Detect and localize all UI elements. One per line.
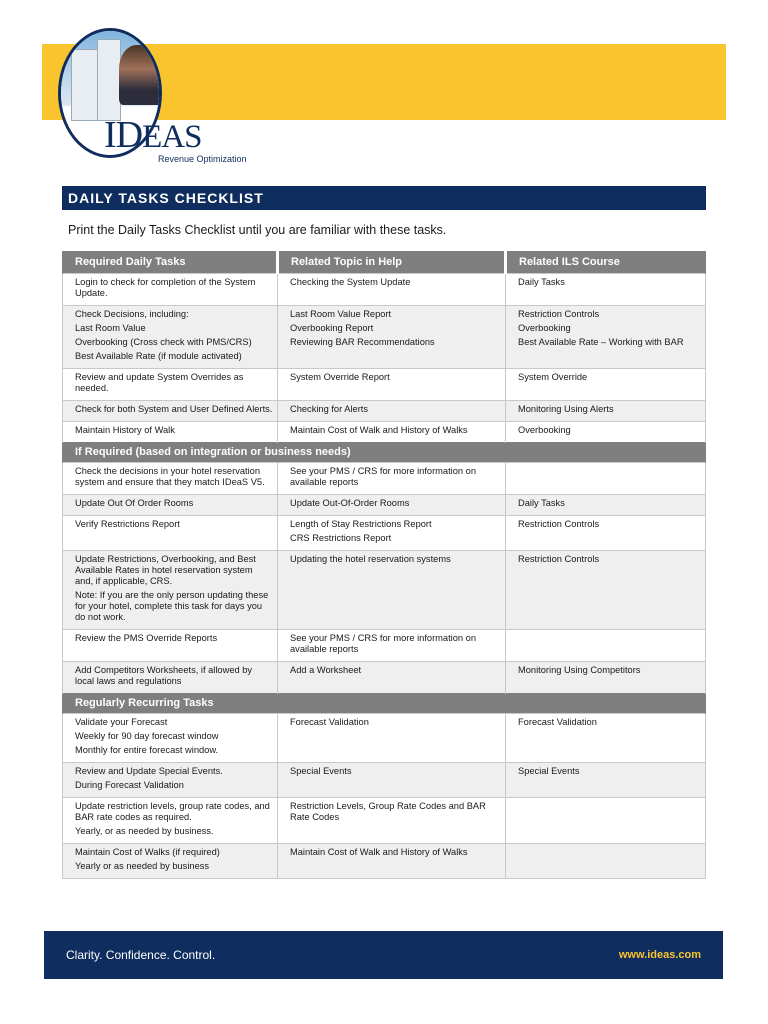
cell-line: Reviewing BAR Recommendations	[290, 337, 435, 347]
table-cell-task	[63, 844, 278, 879]
table-cell-task	[63, 422, 278, 443]
table-row	[63, 516, 706, 551]
cell-line: Updating the hotel reservation systems	[290, 554, 451, 564]
cell-line: Check for both System and User Defined Alerts.	[75, 404, 273, 414]
cell-line: Restriction Controls	[518, 519, 600, 529]
table-cell-topic	[278, 495, 506, 516]
table-cell-topic	[278, 306, 506, 369]
table-cell-topic	[278, 714, 506, 763]
table-cell-topic	[278, 516, 506, 551]
table-cell-course	[506, 274, 706, 306]
section-title: If Required (based on integration or business needs)	[63, 443, 706, 463]
table-row	[63, 630, 706, 662]
cell-line: Last Room Value Report	[290, 309, 392, 319]
table-cell-topic	[278, 630, 506, 662]
cell-line: Best Available Rate (if module activated)	[75, 351, 242, 361]
table-cell-task	[63, 495, 278, 516]
table-cell-task	[63, 274, 278, 306]
cell-line: Update Out-Of-Order Rooms	[290, 498, 410, 508]
cell-line: Overbooking	[518, 323, 571, 333]
table-row	[63, 401, 706, 422]
cell-line: Overbooking (Cross check with PMS/CRS)	[75, 337, 252, 347]
table-cell-course	[506, 551, 706, 630]
cell-line: Checking for Alerts	[290, 404, 369, 414]
cell-line: Restriction Levels, Group Rate Codes and BAR Rate Codes	[290, 801, 486, 822]
cell-line: Review the PMS Override Reports	[75, 633, 218, 643]
table-cell-course	[506, 306, 706, 369]
cell-line: Daily Tasks	[518, 498, 565, 508]
table-row	[63, 463, 706, 495]
cell-line: Maintain Cost of Walk and History of Walks	[290, 847, 468, 857]
table-cell-course	[506, 630, 706, 662]
cell-line: Update restriction levels, group rate codes, and BAR rate codes as required.	[75, 801, 270, 822]
column-header: Related Topic in Help	[278, 252, 506, 274]
table-cell-topic	[278, 551, 506, 630]
cell-line: Monthly for entire forecast window.	[75, 745, 219, 755]
cell-line: Forecast Validation	[290, 717, 369, 727]
table-cell-task	[63, 763, 278, 798]
table-cell-course	[506, 422, 706, 443]
table-cell-task	[63, 516, 278, 551]
cell-line: Length of Stay Restrictions Report	[290, 519, 432, 529]
intro-text: Print the Daily Tasks Checklist until you are familiar with these tasks.	[68, 223, 447, 237]
table-cell-course	[506, 763, 706, 798]
cell-line: Update Restrictions, Overbooking, and Best Available Rates in hotel reservation system and, if applicable, CRS.	[75, 554, 256, 586]
table-row	[63, 844, 706, 879]
table-row	[63, 369, 706, 401]
table-cell-task	[63, 630, 278, 662]
column-header: Related ILS Course	[506, 252, 706, 274]
logo-subtitle: Revenue Optimization	[158, 154, 247, 164]
cell-line: Yearly, or as needed by business.	[75, 826, 214, 836]
table-cell-topic	[278, 401, 506, 422]
table-row	[63, 763, 706, 798]
footer-bar	[44, 931, 723, 979]
table-cell-task	[63, 662, 278, 694]
cell-line: Restriction Controls	[518, 554, 600, 564]
page-title: DAILY TASKS CHECKLIST	[68, 190, 264, 206]
cell-line: Last Room Value	[75, 323, 146, 333]
footer-url[interactable]: www.ideas.com	[618, 949, 701, 961]
cell-line: Note: If you are the only person updating these for your hotel, complete this task for days you do not work.	[75, 590, 269, 622]
cell-line: Verify Restrictions Report	[75, 519, 180, 529]
table-cell-topic	[278, 763, 506, 798]
table-cell-course	[506, 495, 706, 516]
table-cell-task	[63, 369, 278, 401]
table-cell-course	[506, 516, 706, 551]
table-cell-topic	[278, 369, 506, 401]
section-header-row	[63, 694, 706, 714]
table-cell-topic	[278, 844, 506, 879]
cell-line: Checking the System Update	[290, 277, 411, 287]
cell-line: Restriction Controls	[518, 309, 600, 319]
table-cell-course	[506, 844, 706, 879]
table-row	[63, 551, 706, 630]
table-header-row	[63, 252, 706, 274]
cell-line: Forecast Validation	[518, 717, 597, 727]
cell-line: Daily Tasks	[518, 277, 565, 287]
cell-line: CRS Restrictions Report	[290, 533, 392, 543]
cell-line: Special Events	[518, 766, 580, 776]
column-header: Required Daily Tasks	[63, 252, 278, 274]
logo-building	[97, 39, 121, 121]
cell-line: Maintain Cost of Walk and History of Walks	[290, 425, 468, 435]
table-cell-task	[63, 551, 278, 630]
table-row	[63, 274, 706, 306]
cell-line: Yearly or as needed by business	[75, 861, 210, 871]
table-cell-course	[506, 463, 706, 495]
cell-line: Special Events	[290, 766, 352, 776]
table-cell-task	[63, 798, 278, 844]
table-cell-course	[506, 369, 706, 401]
cell-line: Validate your Forecast	[75, 717, 168, 727]
cell-line: System Override Report	[290, 372, 390, 382]
table-cell-topic	[278, 798, 506, 844]
table-cell-task	[63, 306, 278, 369]
table-cell-task	[63, 714, 278, 763]
table-row	[63, 306, 706, 369]
table-cell-topic	[278, 422, 506, 443]
table-cell-topic	[278, 662, 506, 694]
company-logo: IDEAS	[104, 114, 202, 156]
table-row	[63, 798, 706, 844]
cell-line: Maintain History of Walk	[75, 425, 175, 435]
cell-line: Review and update System Overrides as needed.	[75, 372, 244, 393]
cell-line: System Override	[518, 372, 588, 382]
table-cell-topic	[278, 274, 506, 306]
cell-line: Check Decisions, including:	[75, 309, 189, 319]
cell-line: Add Competitors Worksheets, if allowed by local laws and regulations	[75, 665, 253, 686]
cell-line: Weekly for 90 day forecast window	[75, 731, 219, 741]
section-header-row	[63, 443, 706, 463]
cell-line: Monitoring Using Competitors	[518, 665, 641, 675]
logo-people	[119, 45, 162, 105]
section-title: Regularly Recurring Tasks	[63, 694, 706, 714]
table-cell-course	[506, 662, 706, 694]
table-cell-topic	[278, 463, 506, 495]
table-cell-task	[63, 401, 278, 422]
table-row	[63, 422, 706, 443]
cell-line: Update Out Of Order Rooms	[75, 498, 194, 508]
cell-line: Review and Update Special Events.	[75, 766, 223, 776]
table-cell-course	[506, 798, 706, 844]
cell-line: Maintain Cost of Walks (if required)	[75, 847, 220, 857]
cell-line: Check the decisions in your hotel reservation system and ensure that they match IDeaS V5.	[75, 466, 265, 487]
cell-line: Overbooking	[518, 425, 571, 435]
cell-line: During Forecast Validation	[75, 780, 184, 790]
page-title-bar	[62, 186, 706, 210]
cell-line: Best Available Rate – Working with BAR	[518, 337, 684, 347]
checklist-table	[62, 251, 706, 879]
cell-line: Monitoring Using Alerts	[518, 404, 614, 414]
table-cell-course	[506, 714, 706, 763]
table-row	[63, 714, 706, 763]
logo-building	[71, 49, 99, 121]
table-cell-course	[506, 401, 706, 422]
table-row	[63, 662, 706, 694]
cell-line: See your PMS / CRS for more information on available reports	[290, 633, 477, 654]
cell-line: Login to check for completion of the System Update.	[75, 277, 256, 298]
cell-line: Overbooking Report	[290, 323, 374, 333]
cell-line: See your PMS / CRS for more information on available reports	[290, 466, 477, 487]
footer-tagline: Clarity. Confidence. Control.	[66, 948, 216, 962]
table-cell-task	[63, 463, 278, 495]
table-row	[63, 495, 706, 516]
cell-line: Add a Worksheet	[290, 665, 362, 675]
